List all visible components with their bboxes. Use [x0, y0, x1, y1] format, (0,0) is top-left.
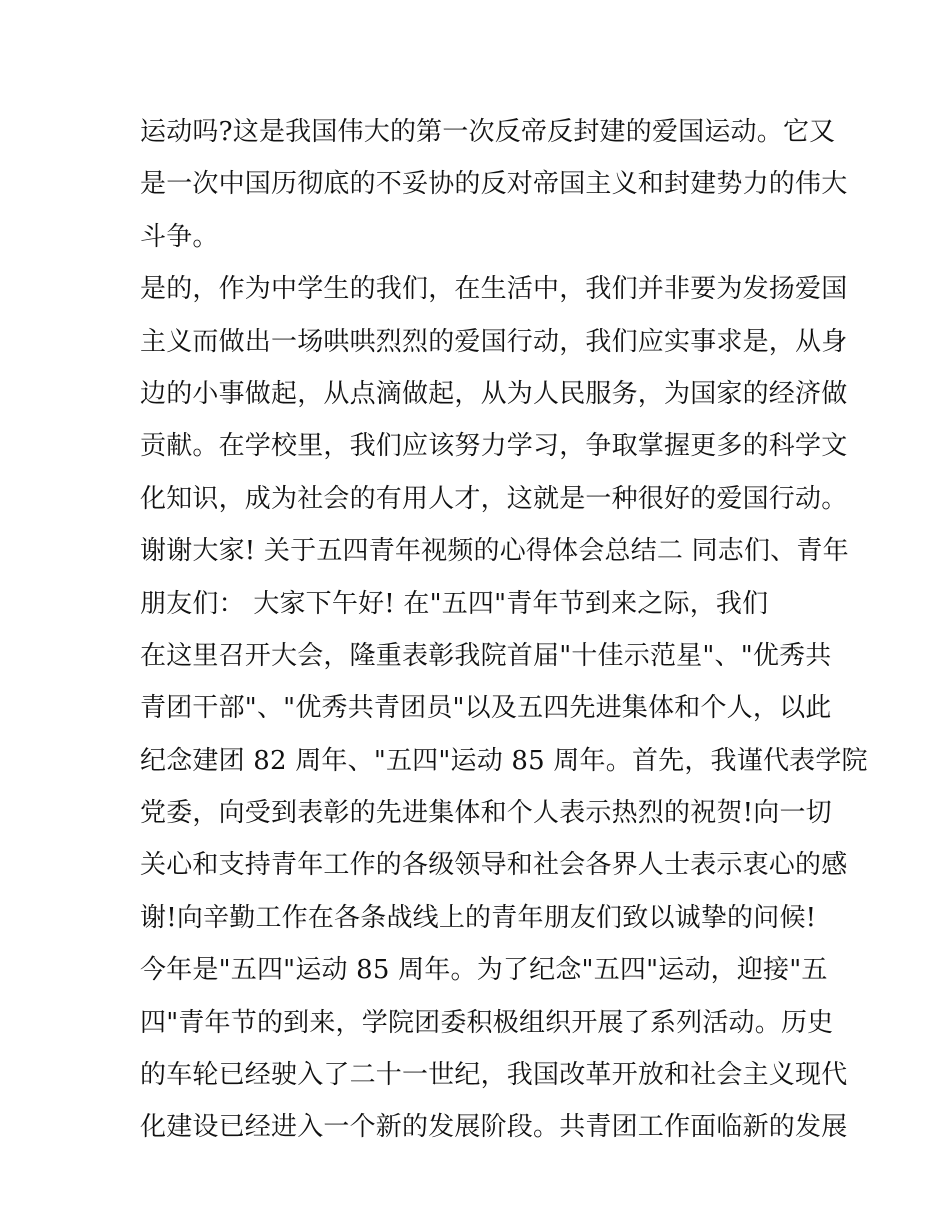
text-line: 主义而做出一场哄哄烈烈的爱国行动，我们应实事求是，从身: [140, 326, 848, 357]
text-line: 是一次中国历彻底的不妥协的反对帝国主义和封建势力的伟大: [140, 169, 848, 200]
text-line: 关心和支持青年工作的各级领导和社会各界人士表示衷心的感: [140, 850, 848, 881]
text-line: 四"青年节的到来，学院团委积极组织开展了系列活动。历史: [140, 1007, 834, 1038]
text-line: 党委，向受到表彰的先进集体和个人表示热烈的祝贺!向一切: [140, 798, 832, 829]
document-body: [140, 112, 868, 1160]
text-line: 运动吗?这是我国伟大的第一次反帝反封建的爱国运动。它又: [140, 117, 836, 147]
text-line: 青团干部"、"优秀共青团员"以及五四先进集体和个人，以此: [140, 693, 832, 724]
text-line: 在这里召开大会，隆重表彰我院首届"十佳示范星"、"优秀共: [140, 640, 832, 671]
text-line: 是的，作为中学生的我们，在生活中，我们并非要为发扬爱国: [140, 274, 848, 305]
text-line: 的车轮已经驶入了二十一世纪，我国改革开放和社会主义现代: [140, 1060, 848, 1091]
text-line: 纪念建团 82 周年、"五四"运动 85 周年。首先，我谨代表学院: [140, 745, 868, 776]
text-line: 谢谢大家! 关于五四青年视频的心得体会总结二 同志们、青年: [140, 536, 849, 567]
text-line: 边的小事做起，从点滴做起，从为人民服务，为国家的经济做: [140, 378, 848, 409]
text-line: 今年是"五四"运动 85 周年。为了纪念"五四"运动，迎接"五: [140, 955, 828, 986]
text-line: 朋友们： 大家下午好! 在"五四"青年节到来之际，我们: [140, 588, 769, 619]
text-line: 贡献。在学校里，我们应该努力学习，争取掌握更多的科学文: [140, 431, 848, 462]
text-line: 谢!向辛勤工作在各条战线上的青年朋友们致以诚挚的问候!: [140, 902, 817, 933]
text-line: 化建设已经进入一个新的发展阶段。共青团工作面临新的发展: [140, 1112, 848, 1143]
text-line: 斗争。: [140, 221, 219, 252]
text-line: 化知识，成为社会的有用人才，这就是一种很好的爱国行动。: [140, 483, 848, 514]
